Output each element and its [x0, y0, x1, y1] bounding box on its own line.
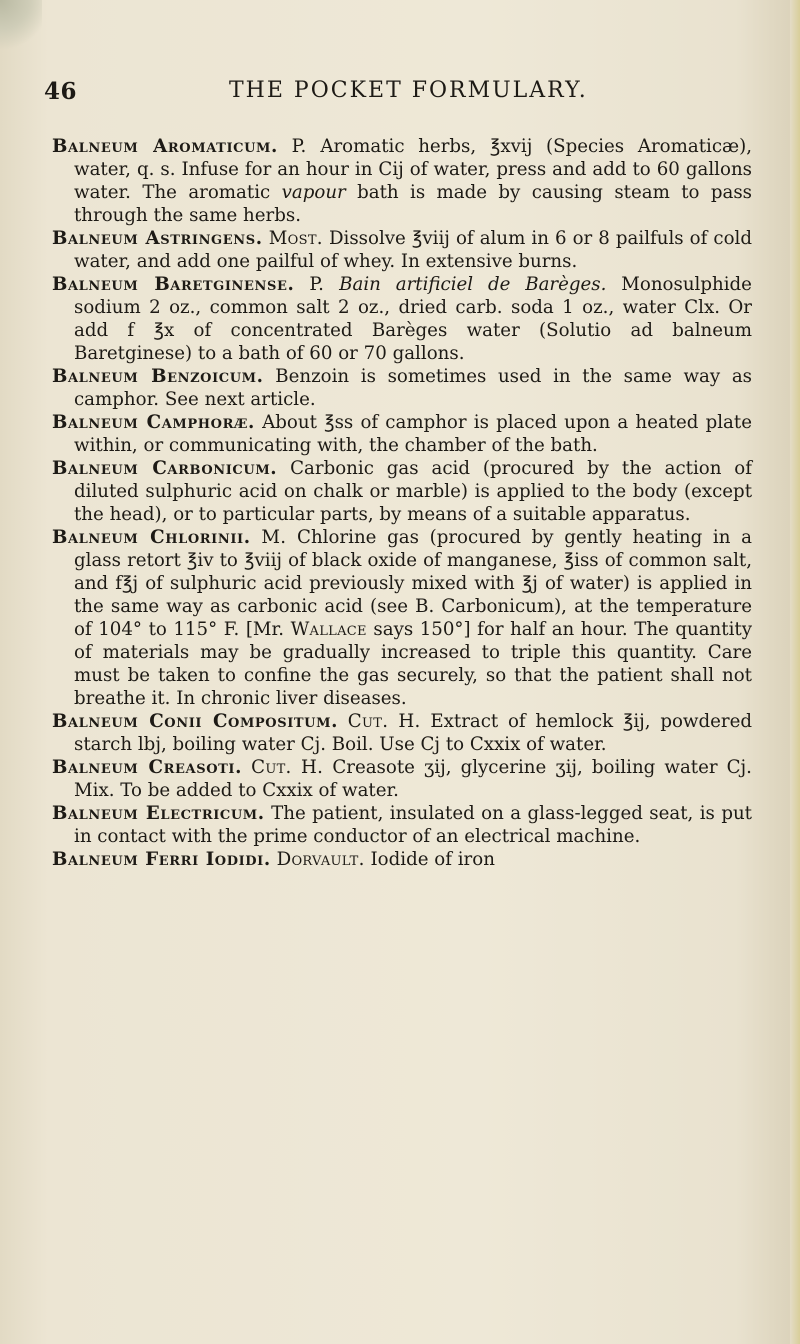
- entry-balneum-creasoti: [52, 756, 752, 802]
- entry-authority: M.: [261, 527, 287, 548]
- entry-headword: Balneum Carbonicum.: [52, 458, 278, 479]
- entry-italic: Bain artificiel de Barèges.: [339, 274, 607, 295]
- entry-text: Extract of hemlock ℥ij, powdered starch lbj, boiling water Cj. Boil. Use Cj to Cxxix of water.: [74, 711, 752, 755]
- entry-authority: Dorvault.: [276, 849, 365, 870]
- entry-balneum-camphorae: [52, 411, 752, 457]
- entry-text: Iodide of iron: [370, 849, 495, 870]
- entry-balneum-ferri-iodidi: [52, 848, 752, 871]
- entry-balneum-aromaticum: [52, 135, 752, 227]
- entry-text: Benzoin is sometimes used in the same way as camphor. See next article.: [74, 366, 752, 410]
- entry-headword: Balneum Benzoicum.: [52, 366, 264, 387]
- entry-text: says 150°] for half an hour. The quantity of materials may be gradually increased to triple this quantity. Care must be taken to confine the gas securely, so that the patient shall not breathe it. In chronic liver diseases.: [74, 619, 752, 709]
- entry-headword: Balneum Electricum.: [52, 803, 265, 824]
- entry-authority: P.: [309, 274, 325, 295]
- entry-text: Monosulphide sodium 2 oz., common salt 2 oz., dried carb. soda 1 oz., water Clx. Or add f ℥x of concentrated Barèges water (Solutio ad balneum Baretginese) to a bath of 60 or 70 gallons.: [74, 274, 752, 364]
- entry-balneum-carbonicum: [52, 457, 752, 526]
- entry-headword: Balneum Aromaticum.: [52, 136, 278, 157]
- running-title: THE POCKET FORMULARY.: [229, 78, 588, 103]
- page-header: [44, 78, 764, 118]
- entry-authority: Cut. H.: [347, 711, 421, 732]
- entry-balneum-astringens: [52, 227, 752, 273]
- entry-balneum-chlorinii: [52, 526, 752, 710]
- entry-headword: Balneum Camphoræ.: [52, 412, 255, 433]
- entry-headword: Balneum Ferri Iodidi.: [52, 849, 271, 870]
- entry-balneum-baretginense: [52, 273, 752, 365]
- entry-text: About ℥ss of camphor is placed upon a heated plate within, or communicating with, the chamber of the bath.: [74, 412, 752, 456]
- entry-text: Carbonic gas acid (procured by the action of diluted sulphuric acid on chalk or marble) is applied to the body (except the head), or to particular parts, by means of a suitable apparatus.: [74, 458, 752, 525]
- formulary-entries: [52, 135, 752, 871]
- entry-text: The patient, insulated on a glass-legged seat, is put in contact with the prime conductor of an electrical machine.: [74, 803, 752, 847]
- entry-authority: Cut. H.: [251, 757, 324, 778]
- entry-headword: Balneum Baretginense.: [52, 274, 295, 295]
- entry-headword: Balneum Chlorinii.: [52, 527, 251, 548]
- entry-headword: Balneum Conii Compositum.: [52, 711, 339, 732]
- entry-authority: P.: [291, 136, 307, 157]
- page-edge: [790, 0, 800, 1344]
- entry-authority-name: Wallace: [290, 619, 367, 640]
- corner-stain: [0, 0, 42, 52]
- entry-authority: Most.: [268, 228, 323, 249]
- entry-headword: Balneum Creasoti.: [52, 757, 243, 778]
- entry-headword: Balneum Astringens.: [52, 228, 263, 249]
- page-number: 46: [44, 78, 78, 105]
- entry-balneum-benzoicum: [52, 365, 752, 411]
- entry-balneum-conii-compositum: [52, 710, 752, 756]
- entry-text: Dissolve ℥viij of alum in 6 or 8 pailfuls of cold water, and add one pailful of whey. In extensive burns.: [74, 228, 752, 272]
- entry-balneum-electricum: [52, 802, 752, 848]
- entry-text: Aromatic herbs, ℥xvij (Species Aromaticæ), water, q. s. Infuse for an hour in Cij of water, press and add to 60 gallons water. The aromatic: [74, 136, 752, 203]
- entry-text: bath is made by causing steam to pass through the same herbs.: [74, 182, 752, 226]
- entry-text: Chlorine gas (procured by gently heating in a glass retort ℥iv to ℥viij of black oxide of manganese, ℥iss of common salt, and f℥j of sulphuric acid previously mixed with ℥j of water) is applied in the same way as carbonic acid (see B. Carbonicum), at the temperature of 104° to 115° F. [Mr.: [74, 527, 752, 640]
- entry-text: Creasote ʒij, glycerine ʒij, boiling water Cj. Mix. To be added to Cxxix of water.: [74, 757, 752, 801]
- entry-italic: vapour: [281, 182, 346, 203]
